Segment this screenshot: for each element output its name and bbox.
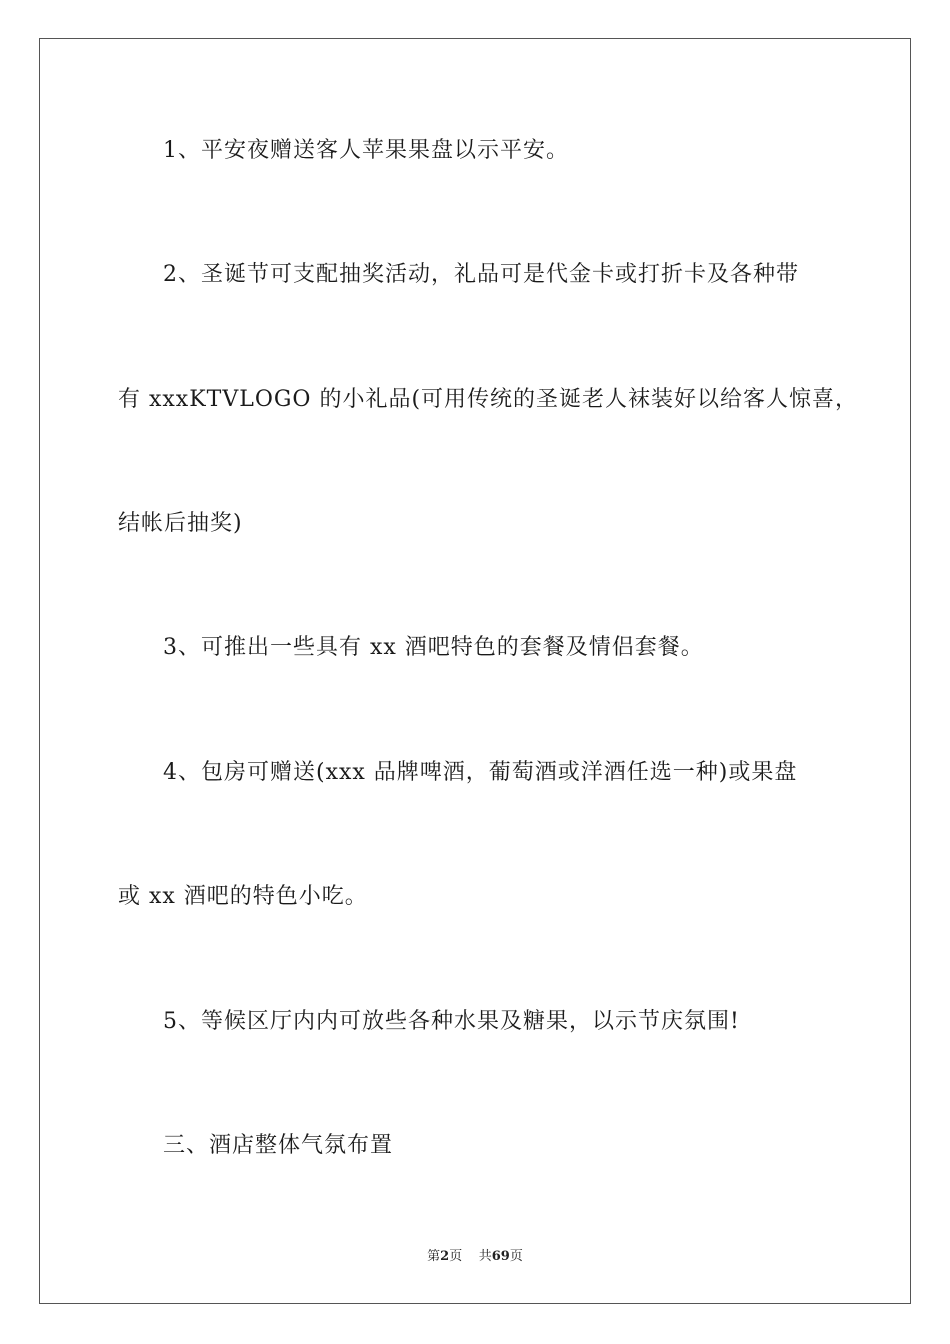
paragraph-line-8: 5、等候区厅内内可放些各种水果及糖果，以示节庆氛围! [163, 1009, 740, 1034]
total-suffix: 页 [509, 1249, 523, 1264]
total-page-count: 69 [491, 1249, 510, 1264]
paragraph-line-4: 结帐后抽奖) [118, 511, 243, 536]
paragraph-line-7: 或 xx 酒吧的特色小吃。 [118, 884, 368, 909]
page-border [39, 38, 911, 1304]
page-suffix: 页 [449, 1249, 463, 1264]
page-prefix: 第 [427, 1249, 441, 1264]
paragraph-line-5: 3、可推出一些具有 xx 酒吧特色的套餐及情侣套餐。 [163, 635, 704, 660]
paragraph-line-1: 1、平安夜赠送客人苹果果盘以示平安。 [163, 138, 569, 163]
section-heading: 三、酒店整体气氛布置 [163, 1133, 394, 1158]
page-footer [0, 1248, 950, 1266]
paragraph-line-3: 有 xxxKTVLOGO 的小礼品(可用传统的圣诞老人袜装好以给客人惊喜， [118, 387, 859, 412]
current-page-number: 2 [440, 1249, 450, 1264]
paragraph-line-6: 4、包房可赠送(xxx 品牌啤酒，葡萄酒或洋酒任选一种)或果盘 [163, 760, 798, 785]
total-prefix: 共 [478, 1249, 492, 1264]
paragraph-line-2: 2、圣诞节可支配抽奖活动，礼品可是代金卡或打折卡及各种带 [163, 262, 799, 287]
